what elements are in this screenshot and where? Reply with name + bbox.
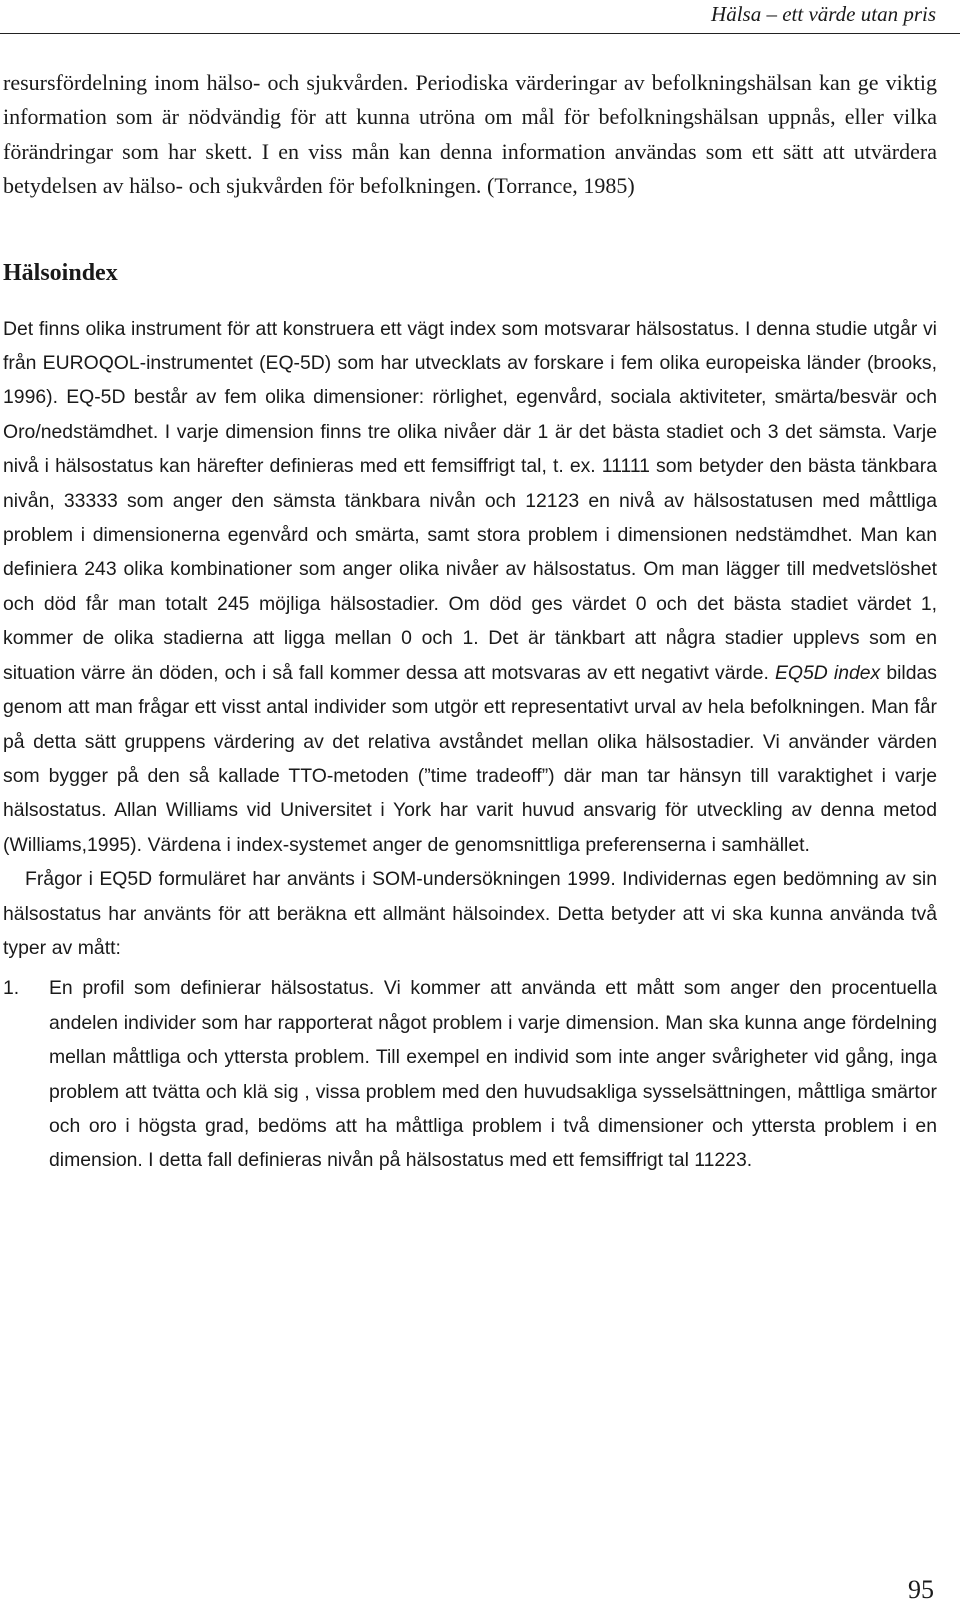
page-content <box>3 66 937 1178</box>
running-head: Hälsa – ett värde utan pris <box>711 2 936 26</box>
page-number: 95 <box>908 1575 934 1604</box>
main-paragraph-text: Det finns olika instrument för att konstruera ett vägt index som motsvarar hälsostatus. I denna studie utgår vi från EUROQOL-instrumentet (EQ-5D) som har utvecklats av forskare i fem olika europeiska länder (brooks, 1996). EQ-5D består av fem olika dimensioner: rörlighet, egenvård, sociala aktiviteter, smärta/besvär och Oro/nedstämdhet. I varje dimension finns tre olika nivåer där 1 är det bästa stadiet och 3 det sämsta. Varje nivå i hälsostatus kan härefter definieras med ett femsiffrigt tal, t. ex. 11111 som betyder den bästa tänkbara nivån, 33333 som anger den sämsta tänkbara nivån och 12123 en nivå av hälsostatusen med måttliga problem i dimensionerna egenvård och smärta, samt stora problem i dimensionen nedstämdhet. Man kan definiera 243 olika kombinationer som anger olika nivåer av hälsostatus. Om man lägger till medvetslöshet och död får man totalt 245 möjliga hälsostadier. Om död ges värdet 0 och det bästa stadiet värdet 1, kommer de olika stadierna att ligga mellan 0 och 1. Det är tänkbart att några stadier upplevs som en situation värre än döden, och i så fall kommer dessa att motsvaras av ett negativt värde. <box>3 317 937 684</box>
som-paragraph: Frågor i EQ5D formuläret har använts i SOM-undersökningen 1999. Individernas egen bedömning av sin hälsostatus har använts för att beräkna ett allmänt hälsoindex. Detta betyder att vi ska kunna använda två typer av mått: <box>3 868 937 959</box>
list-item-text: En profil som definierar hälsostatus. Vi kommer att använda ett mått som anger den procentuella andelen individer som har rapporterat något problem i varje dimension. Man ska kunna ange fördelning mellan måttliga och yttersta problem. Till exempel en individ som inte anger svårigheter vid gång, inga problem att tvätta och klä sig , vissa problem med den huvudsakliga sysselsättningen, måttliga smärtor och oro i högsta grad, bedöms att ha måttliga problem i två dimensioner och yttersta problem i en dimension. I detta fall definieras nivån på hälsostatus med ett femsiffrigt tal 11223. <box>49 977 937 1172</box>
measure-list <box>3 971 937 1177</box>
list-item <box>3 971 937 1177</box>
list-item-number: 1. <box>3 977 20 1000</box>
main-paragraph-text-continued: bildas genom att man frågar ett visst antal individer som utgör ett representativt urval av hela befolkningen. Man får på detta sätt gruppens värdering av det relativa avståndet mellan olika hälsostadier. Vi använder värden som bygger på den så kallade TTO-metoden (”time tradeoff”) där man tar hänsyn till varaktighet i varje hälsostatus. Allan Williams vid Universitet i York har varit huvud ansvarig för utveckling av denna metod (Williams,1995). Värdena i index-systemet anger de genomsnittliga preferenserna i samhället. <box>3 661 937 856</box>
section-heading: Hälsoindex <box>3 259 118 286</box>
intro-paragraph: resursfördelning inom hälso- och sjukvården. Periodiska värderingar av befolkningshälsan kan ge viktig information som är nödvändig för att kunna utröna om mål för befolkningshälsan uppnås, eller vilka förändringar som har skett. I en viss mån kan denna information användas som ett sätt att utvärdera betydelsen av hälso- och sjukvården för befolkningen. (Torrance, 1985) <box>3 70 937 199</box>
header-rule <box>0 33 960 34</box>
eq5d-index-term: EQ5D index <box>775 661 881 684</box>
main-paragraph <box>3 312 937 863</box>
